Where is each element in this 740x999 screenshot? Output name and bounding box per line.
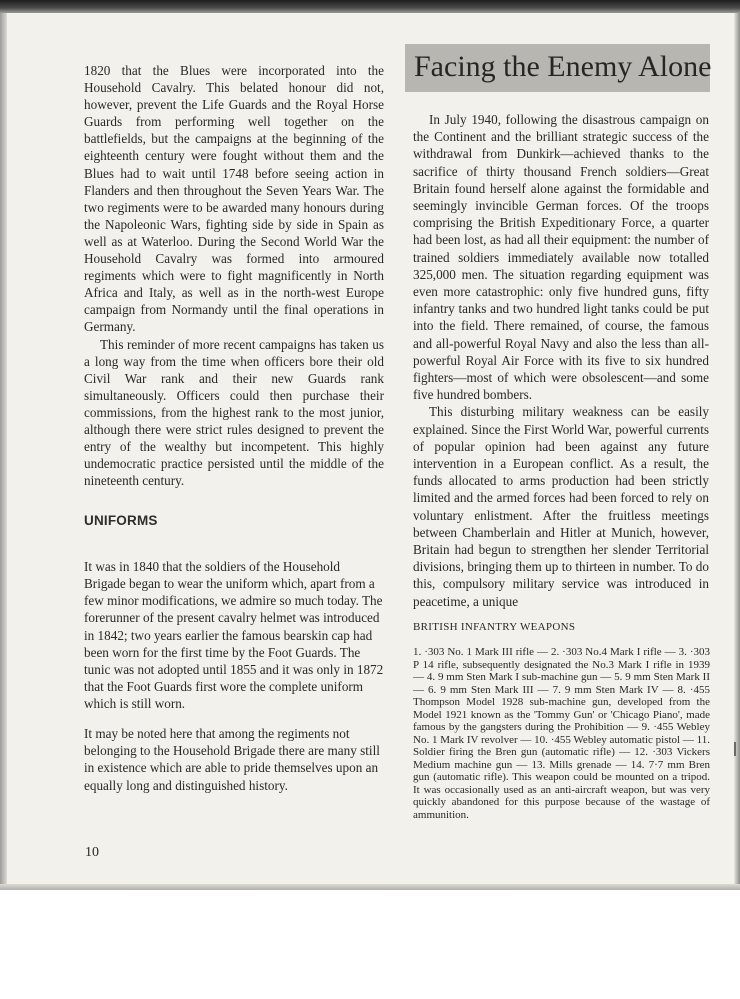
left-column-text xyxy=(84,62,384,489)
right-column-text xyxy=(413,111,709,610)
weapons-caption: 1. ·303 No. 1 Mark III rifle — 2. ·303 No.4 Mark I rifle — 3. ·303 P 14 rifle, subsequently designated the No.3 Mark I rifle in 1939 — 4. 9 mm Sten Mark I sub-machine gun — 5. 9 mm Sten Mark II — 6. 9 mm Sten Mark III — 7. 9 mm Sten Mark IV — 8. ·455 Thompson Model 1928 sub-machine gun, developed from the Model 1921 known as the 'Tommy Gun' or 'Chicago Piano', made famous by the gangsters during the Prohibition — 9. ·455 Webley No. 1 Mark IV revolver — 10. ·455 Webley automatic pistol — 11. Soldier firing the Bren gun (automatic rifle) — 12. ·303 Vickers Medium machine gun — 13. Mills grenade — 14. 7·7 mm Bren gun (automatic rifle). This weapon could be mounted on a tripod. It was occasionally used as an anti-aircraft weapon, but was very quickly abandoned for this purpose because of the wastage of ammunition. xyxy=(413,646,710,821)
margin-mark xyxy=(734,742,736,756)
left-paragraph-2: This reminder of more recent campaigns has taken us a long way from the time when officers bore their old Civil War rank and their new Guards rank simultaneously. Officers could then purchase their commissions, from the highest rank to the most junior, although there were strict rules designed to prevent the entry of the wealthy but incompetent. This highly undemocratic practice persisted until the middle of the nineteenth century. xyxy=(84,336,384,489)
section-heading-uniforms: UNIFORMS xyxy=(84,513,158,528)
left-paragraph-3: It was in 1840 that the soldiers of the Household Brigade began to wear the uniform which, apart from a few minor modifications, we admire so much today. The forerunner of the present cavalry helmet was introduced in 1842; two years earlier the famous bearskin cap had been worn for the first time by the Foot Guards. The tunic was not adopted until 1855 and it was only in 1872 that the Foot Guards first wore the complete uniform which is still worn. xyxy=(84,559,384,711)
page-title: Facing the Enemy Alone xyxy=(414,50,712,83)
page-bottom-edge xyxy=(0,884,740,890)
left-paragraph-1: 1820 that the Blues were incorporated into the Household Cavalry. This belated honour did not, however, prevent the Life Guards and the Royal Horse Guards from performing well together on the battlefields, but the campaigns at the beginning of the eighteenth century were fought without them and the Blues had to wait until 1748 before seeing action in Flanders and then throughout the Seven Years War. The two regiments were to be awarded many honours during the Napoleonic Wars, fighting side by side in Spain as well as at Waterloo. During the Second World War the Household Cavalry was formed into armoured regiments which were to fight magnificently in North Africa and Italy, as well as in the north-west Europe campaign from Normandy until the final operations in Germany. xyxy=(84,63,384,335)
uniforms-section-text xyxy=(84,545,384,807)
page-right-edge xyxy=(734,13,740,890)
left-paragraph-4: It may be noted here that among the regiments not belonging to the Household Brigade there are many still in existence which are able to pride themselves upon an equally long and distinguished history. xyxy=(84,726,380,793)
page-number: 10 xyxy=(85,845,99,860)
right-paragraph-2: This disturbing military weakness can be easily explained. Since the First World War, powerful currents of popular opinion had been against any future intervention in a European conflict. As a result, the funds allocated to arms production had been strictly limited and the armed forces had been forced to rely on voluntary enlistment. After the fruitless meetings between Chamberlain and Hitler at Munich, however, Britain had begun to strengthen her slender Territorial divisions, bringing them up to thirteen in number. To do this, compulsory military service was introduced in peacetime, a unique xyxy=(413,404,709,609)
page-top-edge xyxy=(0,0,740,13)
caption-heading: BRITISH INFANTRY WEAPONS xyxy=(413,621,576,633)
right-paragraph-1: In July 1940, following the disastrous campaign on the Continent and the brilliant strategic success of the withdrawal from Dunkirk—achieved thanks to the sacrifice of thirty thousand French soldiers—Great Britain found herself alone against the formidable and seemingly invincible German forces. Of the troops comprising the British Expeditionary Force, a quarter had been lost, as had all their equipment: the number of trained soldiers immediately available now totalled 325,000 men. The situation regarding equipment was even more catastrophic: only five hundred guns, fifty infantry tanks and two hundred light tanks could be put into the field. There remained, of course, the famous and all-powerful Royal Navy and also the less than all-powerful Royal Air Force with its five to six hundred fighters—most of which were obsolescent—and some five hundred bombers. xyxy=(413,112,709,403)
page-left-edge xyxy=(0,13,7,890)
